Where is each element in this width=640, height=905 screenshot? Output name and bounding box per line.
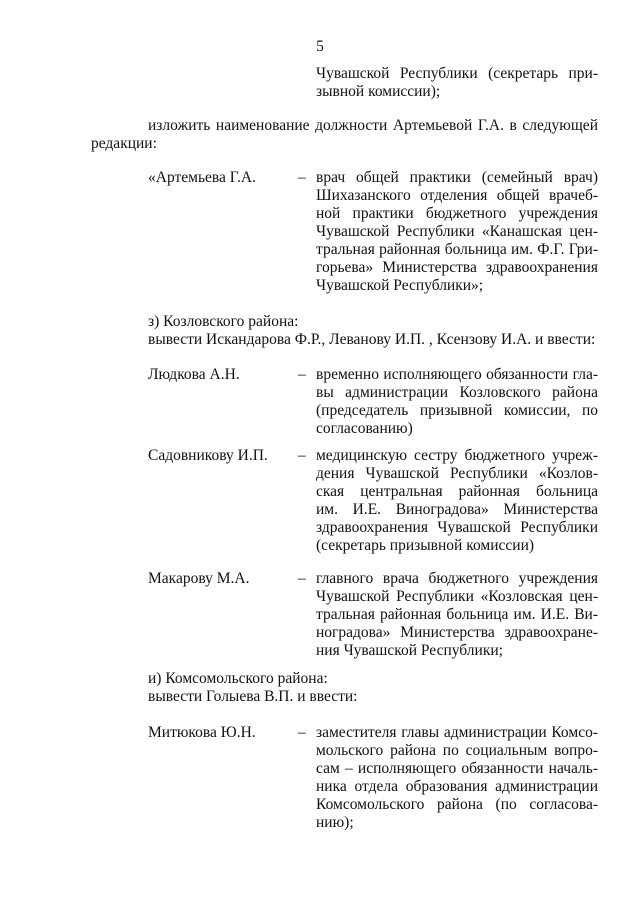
desc-line: тральная районная больница им. И.Е. Ви- [316, 606, 598, 623]
desc-line: дения Чувашской Республики «Козлов- [316, 465, 598, 482]
entry-dash: – [298, 169, 306, 186]
entry-name-makarova: Макарову М.А. [148, 570, 250, 587]
desc-line: Чувашской Республики «Козловская цен- [316, 588, 598, 605]
entry-dash: – [298, 724, 306, 741]
desc-line: здравоохранения Чувашской Республики [316, 519, 598, 536]
desc-line: сам – исполняющего обязанности началь- [316, 760, 598, 777]
desc-line: главного врача бюджетного учреждения [316, 570, 598, 587]
desc-line: мольского района по социальным вопро- [316, 742, 598, 759]
instruction-line-2: редакции: [91, 135, 157, 152]
desc-line: ская центральная районная больница [316, 483, 598, 500]
desc-line: ной практики бюджетного учреждения [316, 205, 598, 222]
entry-desc-artemyeva [316, 169, 598, 295]
desc-line: им. И.Е. Виноградова» Министерства [316, 501, 598, 518]
desc-line: врач общей практики (семейный врач) [316, 169, 598, 186]
desc-line: ноградова» Министерства здравоохране- [316, 624, 598, 641]
desc-line: горьева» Министерства здравоохранения [316, 259, 598, 276]
top-line-1: Чувашской Республики (секретарь при- [316, 65, 598, 82]
desc-line: (секретарь призывной комиссии) [316, 537, 535, 554]
entry-desc-makarova [316, 570, 598, 660]
entry-dash: – [298, 447, 306, 464]
desc-line: заместителя главы администрации Комсо- [316, 724, 598, 741]
section-heading-komsomolsky: и) Комсомольского района: [148, 670, 328, 687]
page-number: 5 [316, 38, 324, 55]
desc-line: вы администрации Козловского района [316, 384, 598, 401]
entry-dash: – [298, 366, 306, 383]
desc-line: медицинскую сестру бюджетного учреж- [316, 447, 598, 464]
section-heading-kozlovsky: з) Козловского района: [148, 313, 299, 330]
desc-line: нию); [316, 814, 354, 831]
entry-name-artemyeva: «Артемьева Г.А. [148, 169, 256, 186]
desc-line: Шихазанского отделения общей врачеб- [316, 187, 598, 204]
top-line-2: зывной комиссии); [316, 83, 441, 100]
desc-line: Комсомольского района (по согласова- [316, 796, 598, 813]
instruction-line-1: изложить наименование должности Артемьевой Г.А. в следующей [148, 117, 598, 134]
section-subheading-kozlovsky: вывести Искандарова Ф.Р., Леванову И.П. , Ксензову И.А. и ввести: [148, 331, 596, 348]
entry-desc-lyudkova [316, 366, 598, 438]
entry-name-mityukova: Митюкова Ю.Н. [148, 724, 256, 741]
entry-name-lyudkova: Людкова А.Н. [148, 366, 240, 383]
desc-line: Чувашской Республики «Канашская цен- [316, 223, 598, 240]
entry-desc-sadovnikova [316, 447, 598, 555]
desc-line: тральная районная больница им. Ф.Г. Гри- [316, 241, 598, 258]
top-continuation [316, 65, 598, 101]
desc-line: временно исполняющего обязанности гла- [316, 366, 598, 383]
desc-line: Чувашской Республики»; [316, 277, 484, 294]
entry-dash: – [298, 570, 306, 587]
desc-line: ния Чувашской Республики; [316, 642, 503, 659]
entry-name-sadovnikova: Садовникову И.П. [148, 447, 268, 464]
section-subheading-komsomolsky: вывести Голыева В.П. и ввести: [148, 688, 358, 705]
desc-line: ника отдела образования администрации [316, 778, 598, 795]
desc-line: согласованию) [316, 420, 413, 437]
entry-desc-mityukova [316, 724, 598, 832]
desc-line: (председатель призывной комиссии, по [316, 402, 598, 419]
